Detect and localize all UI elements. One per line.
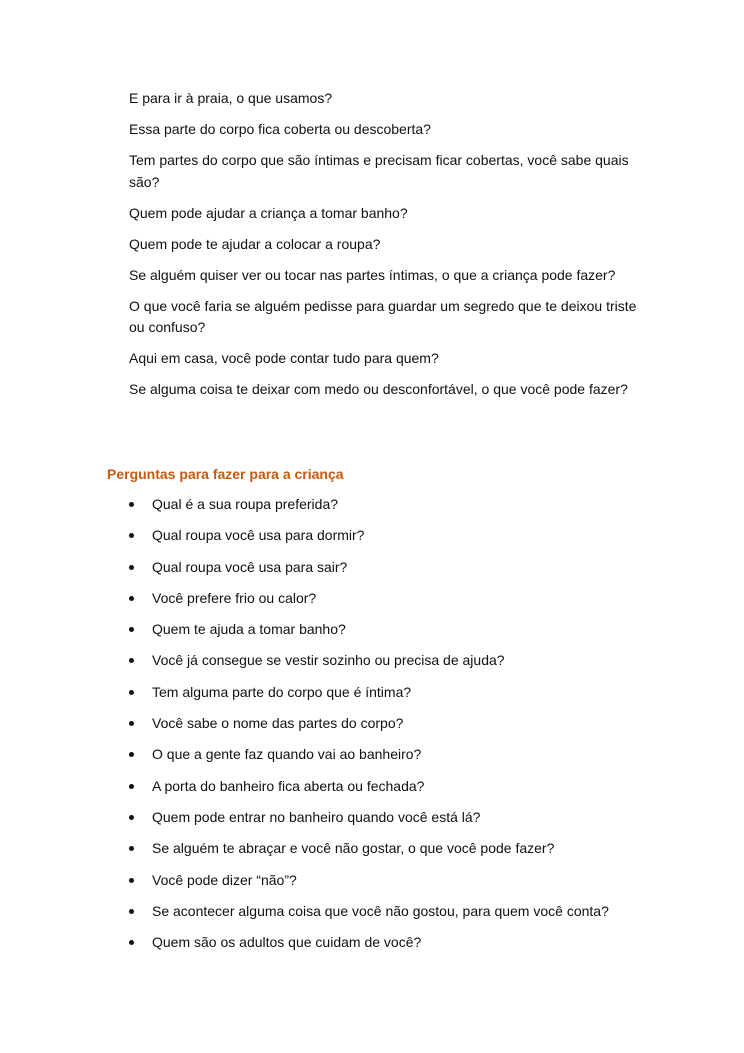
bullet-item [129, 713, 639, 734]
bullet-dot-icon [129, 721, 134, 726]
bullet-text: Você prefere frio ou calor? [152, 589, 317, 606]
question-item: Quem pode te ajudar a colocar a roupa? [129, 235, 381, 252]
bullet-text: Você já consegue se vestir sozinho ou precisa de ajuda? [152, 652, 505, 669]
bullet-text: Você pode dizer “não”? [152, 871, 297, 888]
bullet-text: Quem pode entrar no banheiro quando você está lá? [152, 808, 481, 825]
bullet-text: Qual roupa você usa para dormir? [152, 527, 365, 544]
question-item: Quem pode ajudar a criança a tomar banho? [129, 204, 408, 221]
bullet-text: Você sabe o nome das partes do corpo? [152, 715, 404, 732]
question-item: Se alguém quiser ver ou tocar nas partes íntimas, o que a criança pode fazer? [129, 266, 616, 283]
bullet-dot-icon [129, 752, 134, 757]
bullet-item [129, 807, 639, 828]
bullet-dot-icon [129, 502, 134, 507]
bullet-item [129, 776, 639, 797]
bullet-dot-icon [129, 940, 134, 945]
bullet-dot-icon [129, 533, 134, 538]
bullet-dot-icon [129, 596, 134, 601]
bullet-dot-icon [129, 784, 134, 789]
bullet-text: O que a gente faz quando vai ao banheiro? [152, 746, 422, 763]
bullet-item [129, 901, 639, 922]
bullet-dot-icon [129, 878, 134, 883]
bullet-dot-icon [129, 658, 134, 663]
bullet-item [129, 557, 639, 578]
question-item: Tem partes do corpo que são íntimas e precisam ficar cobertas, você sabe quais são? [129, 152, 629, 190]
bullet-dot-icon [129, 565, 134, 570]
bullet-text: Quem te ajuda a tomar banho? [152, 621, 346, 638]
bullet-text: Quem são os adultos que cuidam de você? [152, 934, 422, 951]
bullet-text: Se alguém te abraçar e você não gostar, o que você pode fazer? [152, 840, 555, 857]
child-question-list [129, 494, 639, 963]
bullet-item [129, 838, 639, 859]
intro-question-list [129, 88, 639, 410]
question-item: Se alguma coisa te deixar com medo ou desconfortável, o que você pode fazer? [129, 381, 628, 397]
question-item: Aqui em casa, você pode contar tudo para quem? [129, 350, 439, 366]
bullet-item [129, 744, 639, 765]
bullet-dot-icon [129, 846, 134, 851]
bullet-dot-icon [129, 909, 134, 914]
bullet-item [129, 619, 639, 640]
bullet-item [129, 494, 639, 515]
bullet-text: Tem alguma parte do corpo que é íntima? [152, 683, 412, 700]
bullet-text: Qual é a sua roupa preferida? [152, 496, 339, 512]
bullet-dot-icon [129, 627, 134, 632]
bullet-dot-icon [129, 815, 134, 820]
bullet-text: Qual roupa você usa para sair? [152, 558, 348, 575]
bullet-item [129, 870, 639, 891]
bullet-item [129, 650, 639, 671]
question-item: E para ir à praia, o que usamos? [129, 90, 333, 106]
bullet-item [129, 682, 639, 703]
bullet-item [129, 525, 639, 546]
bullet-item [129, 932, 639, 953]
section-heading: Perguntas para fazer para a criança [107, 466, 344, 482]
question-item: Essa parte do corpo fica coberta ou descoberta? [129, 121, 431, 137]
bullet-item [129, 588, 639, 609]
bullet-dot-icon [129, 690, 134, 695]
bullet-text: A porta do banheiro fica aberta ou fechada? [152, 777, 425, 794]
bullet-text: Se acontecer alguma coisa que você não gostou, para quem você conta? [152, 902, 609, 919]
question-item: O que você faria se alguém pedisse para guardar um segredo que te deixou triste ou confuso? [129, 297, 637, 335]
